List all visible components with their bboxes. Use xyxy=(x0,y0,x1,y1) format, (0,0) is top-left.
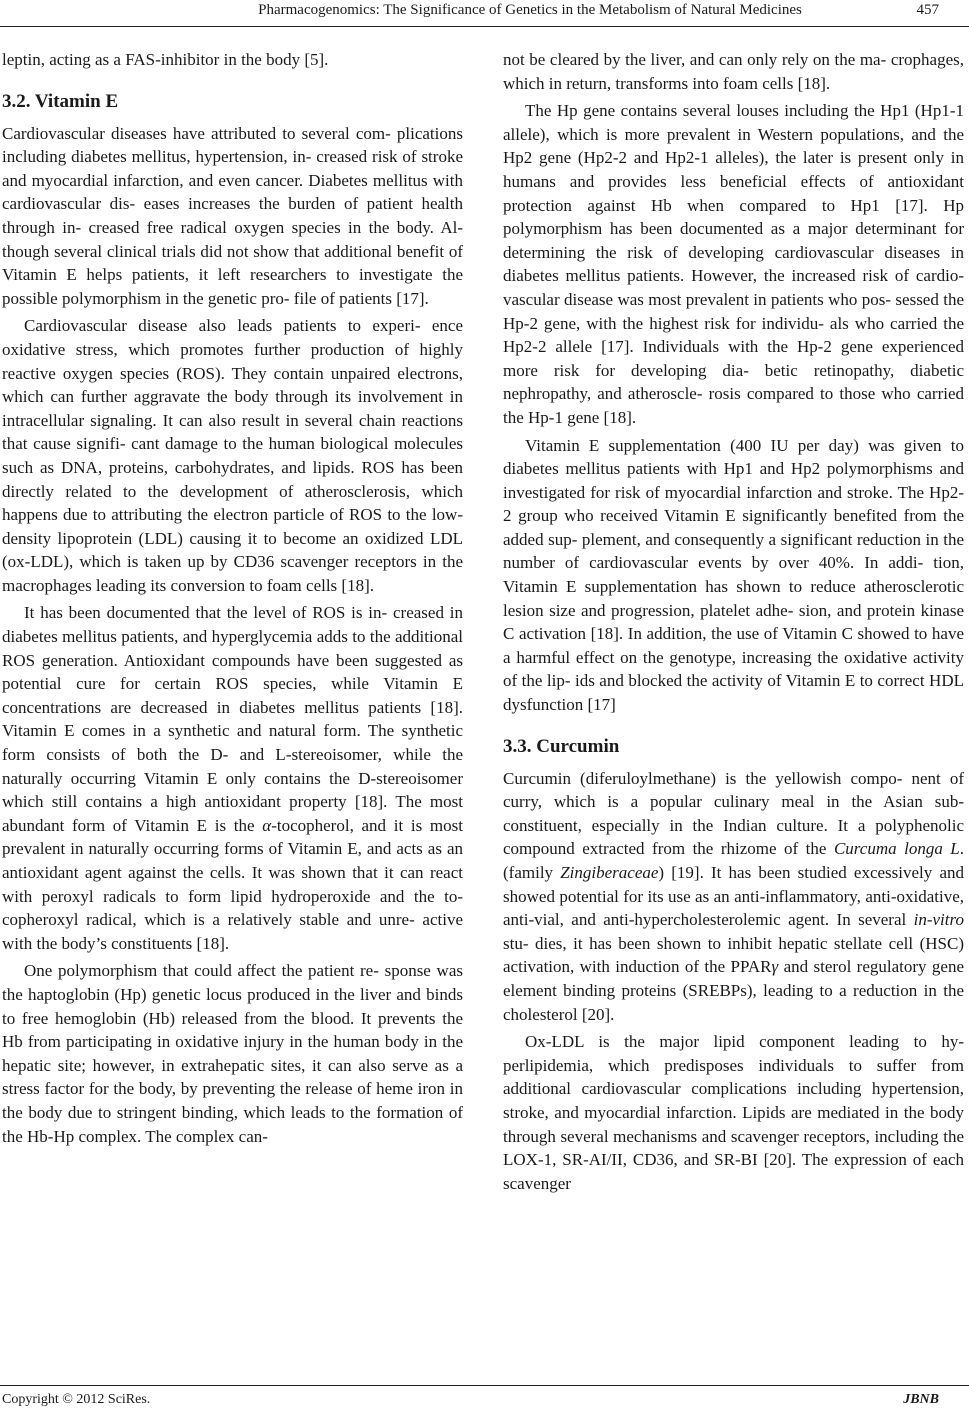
page-number: 457 xyxy=(916,2,939,18)
paragraph: Ox-LDL is the major lipid component leading to hy- perlipidemia, which predisposes individuals to suffer from additional cardiovascular complications including hypertension, stroke, and myocardial infarction. Lipids are mediated in the body through several mechanisms and scavenger receptors, including the LOX-1, SR-AI/II, CD36, and SR-BI [20]. The expression of each scavenger xyxy=(503,1032,964,1193)
species-name: Curcuma longa L xyxy=(833,839,960,859)
page-footer xyxy=(0,1392,969,1412)
left-column xyxy=(2,48,463,1152)
right-column xyxy=(503,48,964,1199)
paragraph: The Hp gene contains several louses including the Hp1 (Hp1-1 allele), which is more prevalent in Western populations, and the Hp2 gene (Hp2-2 and Hp2-1 alleles), the later is present only in humans and provides less beneficial effects of antioxidant protection against Hb when compared to Hp1 [17]. Hp polymorphism has been documented as a major determinant for determining the risk of developing cardiovascular diseases in diabetes mellitus patients. However, the increased risk of cardio- vascular disease was most prevalent in patients who pos- sessed the Hp-2 gene, with the highest risk for individu- als who carried the Hp2-2 allele [17]. Individuals with the Hp-2 gene experienced more risk for developing dia- betic retinopathy, diabetic nephropathy, and atheroscle- rosis compared to those who carried the Hp-1 gene [18]. xyxy=(503,101,964,427)
text-run: It has been documented that the level of ROS is in- creased in diabetes mellitus patients, and hyperglycemia adds to the additional ROS generation. Antioxidant compounds have been suggested as potential cure for certain ROS species, while Vitamin E concentrations are decreased in diabetes mellitus patients [18]. Vitamin E comes in a synthetic and natural form. The synthetic form consists of both the D- and L-stereoisomer, while the naturally occurring Vitamin E only contains the D-stereoisomer which still contains a high antioxidant property [18]. The most abundant form of Vitamin E is the xyxy=(2,603,463,835)
text-run: -tocopherol, and it is most prevalent in naturally occurring forms of Vitamin E, and acts as an antioxidant agent against the cells. It was shown that it can react with peroxyl radicals to form lipid hydroperoxide and the to- copheroxyl radical, which is a relatively stable and unre- active with the body’s constituents [18]. xyxy=(2,815,463,953)
header-rule xyxy=(0,26,969,27)
running-title: Pharmacogenomics: The Significance of Genetics in the Metabolism of Natural Medicines xyxy=(258,2,802,18)
text-run: stu- dies, it has been shown to inhibit hepatic stellate cell (HSC) activation, with induction of the PPAR xyxy=(503,933,964,977)
in-vitro-term: in-vitro xyxy=(913,910,964,930)
alpha-symbol: α xyxy=(262,815,272,835)
paragraph: not be cleared by the liver, and can only rely on the ma- crophages, which in return, transforms into foam cells [18]. xyxy=(503,50,964,93)
section-heading-vitamin-e: 3.2. Vitamin E xyxy=(2,90,119,112)
journal-abbrev: JBNB xyxy=(903,1392,939,1407)
paragraph: One polymorphism that could affect the patient re- sponse was the haptoglobin (Hp) genetic locus produced in the liver and binds to free hemoglobin (Hb) released from the blood. It prevents the Hb from participating in oxidative injury in the human body in the hepatic site; however, in extrahepatic sites, it can also serve as a stress factor for the body, by preventing the release of heme iron in the body due to stringent binding, which leads to the formation of the Hb-Hp complex. The complex can- xyxy=(2,961,463,1146)
paragraph: Vitamin E supplementation (400 IU per day) was given to diabetes mellitus patients with Hp1 and Hp2 polymorphisms and investigated for risk of myocardial infarction and stroke. The Hp2-2 group who received Vitamin E significantly benefited from the added sup- plement, and consequently a significant reduction in the number of cardiovascular events by over 40%. In addi- tion, Vitamin E supplementation has shown to reduce atherosclerotic lesion size and progression, platelet adhe- sion, and protein kinase C activation [18]. In addition, the use of Vitamin C showed to have a harmful effect on the genotype, increasing the oxidative activity of the lip- ids and blocked the activity of Vitamin E to correct HDL dysfunction [17] xyxy=(503,435,964,715)
paragraph xyxy=(503,767,964,1027)
paragraph: leptin, acting as a FAS-inhibitor in the body [5]. xyxy=(2,50,329,69)
gamma-symbol: γ xyxy=(771,957,779,977)
paragraph xyxy=(2,601,463,955)
section-heading-curcumin: 3.3. Curcumin xyxy=(503,735,620,757)
paragraph: Cardiovascular diseases have attributed to several com- plications including diabetes mellitus, hypertension, in- creased risk of stroke and myocardial infarction, and even cancer. Diabetes mellitus with cardiovascular dis- eases increases the burden of patient health through in- creased free radical oxygen species in the body. Al- though several clinical trials did not show that additional benefit of Vitamin E helps patients, it left researchers to investigate the possible polymorphism in the genetic pro- file of patients [17]. xyxy=(2,123,463,308)
text-run: . (family xyxy=(503,839,965,882)
paragraph: Cardiovascular disease also leads patients to experi- ence oxidative stress, which promotes further production of highly reactive oxygen species (ROS). They contain unpaired electrons, which can further aggravate the body through its involvement in intracellular signaling. It can also result in several chain reactions that cause signifi- cant damage to the human biological molecules such as DNA, proteins, carbohydrates, and lipids. ROS has been directly related to the development of atherosclerosis, which happens due to attributing the electron particle of ROS to the low-density lipoprotein (LDL) causing it to become an oxidized LDL (ox-LDL), which is taken up by CD36 scavenger receptors in the macrophages leading its conversion to foam cells [18]. xyxy=(2,316,463,595)
family-name: Zingiberaceae xyxy=(560,863,659,882)
footer-rule xyxy=(0,1385,969,1386)
text-run: Curcumin (diferuloylmethane) is the yellowish compo- nent of curry, which is a popular culinary meal in the Asian sub- constituent, especially in the Indian culture. It a polyphenolic compound extracted from the rhizome of the xyxy=(503,768,964,859)
text-run: and sterol regulatory gene element binding proteins (SREBPs), leading to a reduction in the cholesterol [20]. xyxy=(503,957,964,1024)
copyright-notice: Copyright © 2012 SciRes. xyxy=(2,1392,151,1407)
text-run: ) [19]. It has been studied excessively and showed potential for its use as an anti-inflammatory, anti-oxidative, anti-vial, and anti-hypercholesterolemic agent. In several xyxy=(503,863,964,930)
